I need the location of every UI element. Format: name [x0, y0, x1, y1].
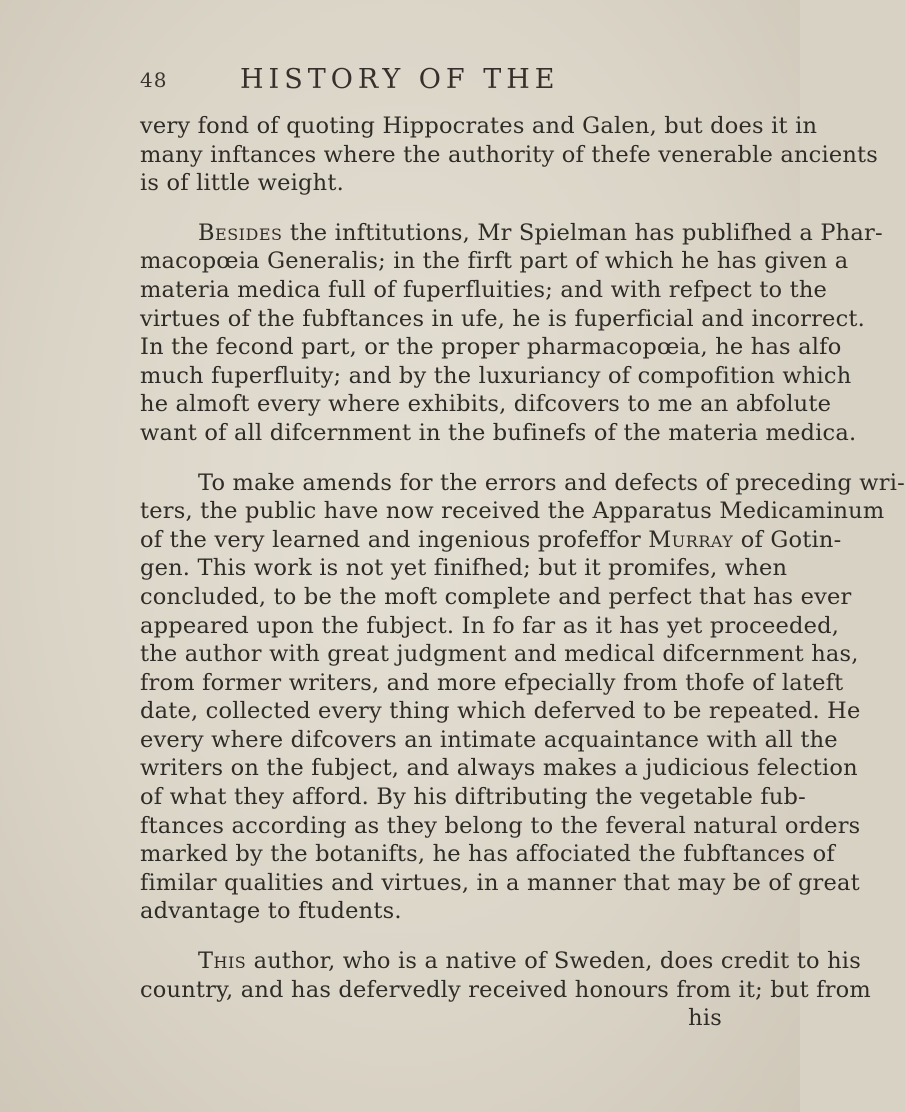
paragraph — [140, 219, 883, 448]
text-line: gen. This work is not yet finifhed; but it promifes, when — [140, 555, 788, 582]
text-line: marked by the botanifts, he has affociated the fubftances of — [140, 841, 835, 868]
text-line: date, collected every thing which deferved to be repeated. He — [140, 698, 861, 725]
paragraph-lead-word: This — [198, 948, 247, 975]
text-line: concluded, to be the moft complete and perfect that has ever — [140, 583, 852, 610]
text-line: materia medica full of fuperfluities; and with refpect to the — [140, 276, 828, 303]
page-header — [140, 64, 700, 104]
text-line: appeared upon the fubject. In fo far as it has yet proceeded, — [140, 612, 840, 639]
paragraph — [140, 469, 905, 927]
paragraph — [140, 947, 871, 1033]
text-line: every where difcovers an intimate acquaintance with all the — [140, 726, 838, 753]
text-line: from former writers, and more efpecially from thofe of lateft — [140, 669, 844, 696]
text-line: much fuperfluity; and by the luxuriancy of compofition which — [140, 362, 852, 389]
text-line: the author with great judgment and medical difcernment has, — [140, 641, 859, 668]
paragraph-lead-word: Besides — [198, 219, 283, 246]
text-line: writers on the fubject, and always makes a judicious felection — [140, 755, 858, 782]
paragraph — [140, 112, 879, 198]
catchword: his — [688, 1005, 722, 1032]
text-line: macopœia Generalis; in the firft part of which he has given a — [140, 248, 849, 275]
text-line: To make amends for the errors and defects of preceding wri- — [198, 469, 905, 496]
text-line: ters, the public have now received the Apparatus Medicaminum — [140, 498, 885, 525]
body-text — [140, 112, 905, 1033]
text-line: virtues of the fubftances in ufe, he is fuperficial and incorrect. — [140, 305, 865, 332]
text-line: In the fecond part, or the proper pharmacopœia, he has alfo — [140, 334, 842, 361]
text-line: of what they afford. By his diftributing the vegetable fub- — [140, 784, 806, 811]
text-line: ftances according as they belong to the feveral natural orders — [140, 812, 861, 839]
text-line: very fond of quoting Hippocrates and Galen, but does it in — [140, 113, 818, 139]
text-line: of the very learned and ingenious profeffor Murray of Gotin- — [140, 526, 842, 553]
text-line: fimilar qualities and virtues, in a manner that may be of great — [140, 869, 860, 896]
text-line: Besides the inftitutions, Mr Spielman has publifhed a Phar- — [198, 219, 883, 246]
running-head: HISTORY OF THE — [240, 64, 560, 95]
text-line: many inftances where the authority of thefe venerable ancients — [140, 141, 879, 168]
text-line: he almoft every where exhibits, difcovers to me an abfolute — [140, 391, 832, 418]
author-name: Murray — [648, 526, 734, 553]
page-number: 48 — [140, 68, 168, 92]
text-line: advantage to ftudents. — [140, 898, 402, 925]
text-line: country, and has defervedly received honours from it; but from — [140, 976, 871, 1003]
text-line: want of all difcernment in the bufinefs of the materia medica. — [140, 419, 857, 446]
text-line: is of little weight. — [140, 170, 344, 197]
text-line: This author, who is a native of Sweden, does credit to his — [198, 948, 861, 975]
